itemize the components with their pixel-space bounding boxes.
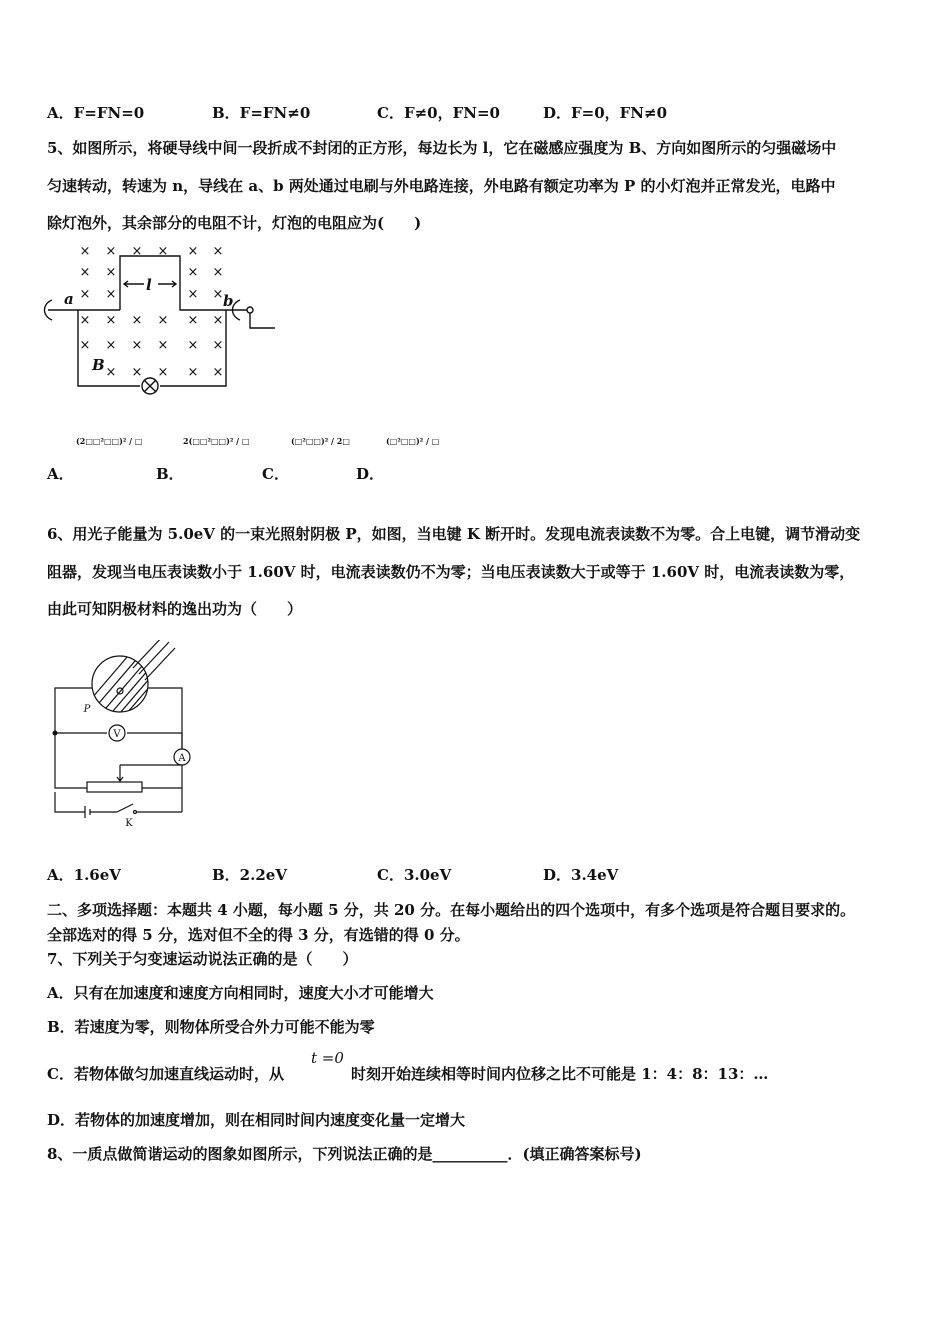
q8-stem: 8、一质点做简谐运动的图象如图所示，下列说法正确的是__________．(填正确答案标号) <box>47 1145 642 1163</box>
q7-option-c-pre: C．若物体做匀加速直线运动时，从 <box>47 1065 284 1083</box>
svg-text:×: × <box>187 287 199 302</box>
q7-option-c-post: 时刻开始连续相等时间内位移之比不可能是 1：4：8：13：… <box>351 1065 769 1083</box>
q5-stem-line3: 除灯泡外，其余部分的电阻不计，灯泡的电阻应为( ) <box>47 214 422 232</box>
q6-stem-line3: 由此可知阴极材料的逸出功为（ ） <box>47 600 303 618</box>
svg-text:×: × <box>212 287 224 302</box>
svg-text:×: × <box>105 338 117 353</box>
svg-text:×: × <box>79 338 91 353</box>
q6-stem-line1: 6、用光子能量为 5.0eV 的一束光照射阴极 P，如图，当电键 K 断开时。发现电流表读数不为零。合上电键，调节滑动变 <box>47 525 861 543</box>
svg-text:×: × <box>212 313 224 328</box>
q6-stem-line2: 阻器，发现当电压表读数小于 1.60V 时，电流表读数仍不为零；当电压表读数大于或等于 1.60V 时，电流表读数为零， <box>47 563 855 581</box>
q5-label-l: l <box>146 276 152 294</box>
svg-text:×: × <box>187 365 199 380</box>
svg-text:×: × <box>157 365 169 380</box>
q5-option-a-letter: A． <box>47 465 74 483</box>
q4-option-c: C．F≠0，FN=0 <box>377 104 500 122</box>
q5-option-a-formula: (2□□²□□)² / □ <box>76 436 143 446</box>
q5-stem-line1: 5、如图所示，将硬导线中间一段折成不封闭的正方形，每边长为 l，它在磁感应强度为 B、方向如图所示的匀强磁场中 <box>47 139 837 157</box>
section2-heading-line2: 全部选对的得 5 分，选对但不全的得 3 分，有选错的得 0 分。 <box>47 926 470 944</box>
svg-text:×: × <box>187 265 199 280</box>
q5-circuit-figure <box>40 238 290 398</box>
q7-option-b: B．若速度为零，则物体所受合外力可能不能为零 <box>47 1018 375 1036</box>
svg-text:×: × <box>131 365 143 380</box>
svg-text:×: × <box>157 313 169 328</box>
svg-text:×: × <box>79 244 91 259</box>
svg-text:×: × <box>131 338 143 353</box>
svg-text:×: × <box>79 265 91 280</box>
svg-text:×: × <box>187 338 199 353</box>
q4-option-d: D．F=0，FN≠0 <box>543 104 668 122</box>
q6-voltmeter-label: V <box>113 729 121 740</box>
q6-option-a: A．1.6eV <box>47 866 121 884</box>
q5-option-c-formula: (□²□□)² / 2□ <box>291 436 350 446</box>
svg-text:×: × <box>131 313 143 328</box>
q5-stem-line2: 匀速转动，转速为 n，导线在 a、b 两处通过电刷与外电路连接，外电路有额定功率为 P 的小灯泡并正常发光，电路中 <box>47 177 836 195</box>
svg-text:×: × <box>79 313 91 328</box>
svg-text:×: × <box>212 365 224 380</box>
q4-option-a: A．F=FN=0 <box>47 104 145 122</box>
svg-text:×: × <box>212 265 224 280</box>
svg-text:×: × <box>157 338 169 353</box>
svg-text:×: × <box>131 244 143 259</box>
svg-text:×: × <box>187 313 199 328</box>
q6-cathode-label: P <box>83 704 91 715</box>
q6-option-c: C．3.0eV <box>377 866 452 884</box>
q7-option-d: D．若物体的加速度增加，则在相同时间内速度变化量一定增大 <box>47 1111 466 1129</box>
svg-text:×: × <box>105 313 117 328</box>
svg-text:×: × <box>105 365 117 380</box>
q6-option-b: B．2.2eV <box>212 866 287 884</box>
svg-text:×: × <box>157 244 169 259</box>
svg-text:×: × <box>79 287 91 302</box>
q6-switch-label: K <box>125 818 133 829</box>
q5-label-a: a <box>64 290 74 308</box>
q7-option-c-math: t =0 <box>311 1049 344 1067</box>
svg-text:×: × <box>212 244 224 259</box>
q5-label-b: b <box>223 292 234 310</box>
q5-option-b-formula: 2(□□²□□)² / □ <box>183 436 250 446</box>
q6-ammeter-label: A <box>178 753 186 764</box>
q4-option-b: B．F=FN≠0 <box>212 104 311 122</box>
section2-heading-line1: 二、多项选择题：本题共 4 小题，每小题 5 分，共 20 分。在每小题给出的四个选项中，有多个选项是符合题目要求的。 <box>47 901 856 919</box>
q5-option-b-letter: B． <box>156 465 184 483</box>
q6-photoelectric-circuit-figure <box>45 640 205 835</box>
svg-text:×: × <box>187 244 199 259</box>
svg-text:×: × <box>212 338 224 353</box>
q5-option-d-formula: (□²□□)² / □ <box>386 436 440 446</box>
q7-option-a: A．只有在加速度和速度方向相同时，速度大小才可能增大 <box>47 984 434 1002</box>
svg-text:×: × <box>105 244 117 259</box>
q6-option-d: D．3.4eV <box>543 866 619 884</box>
q7-stem: 7、下列关于匀变速运动说法正确的是（ ） <box>47 950 358 968</box>
q5-option-c-letter: C． <box>262 465 289 483</box>
q5-label-B: B <box>92 356 105 374</box>
svg-text:×: × <box>105 287 117 302</box>
q5-option-d-letter: D． <box>356 465 385 483</box>
svg-text:×: × <box>105 265 117 280</box>
